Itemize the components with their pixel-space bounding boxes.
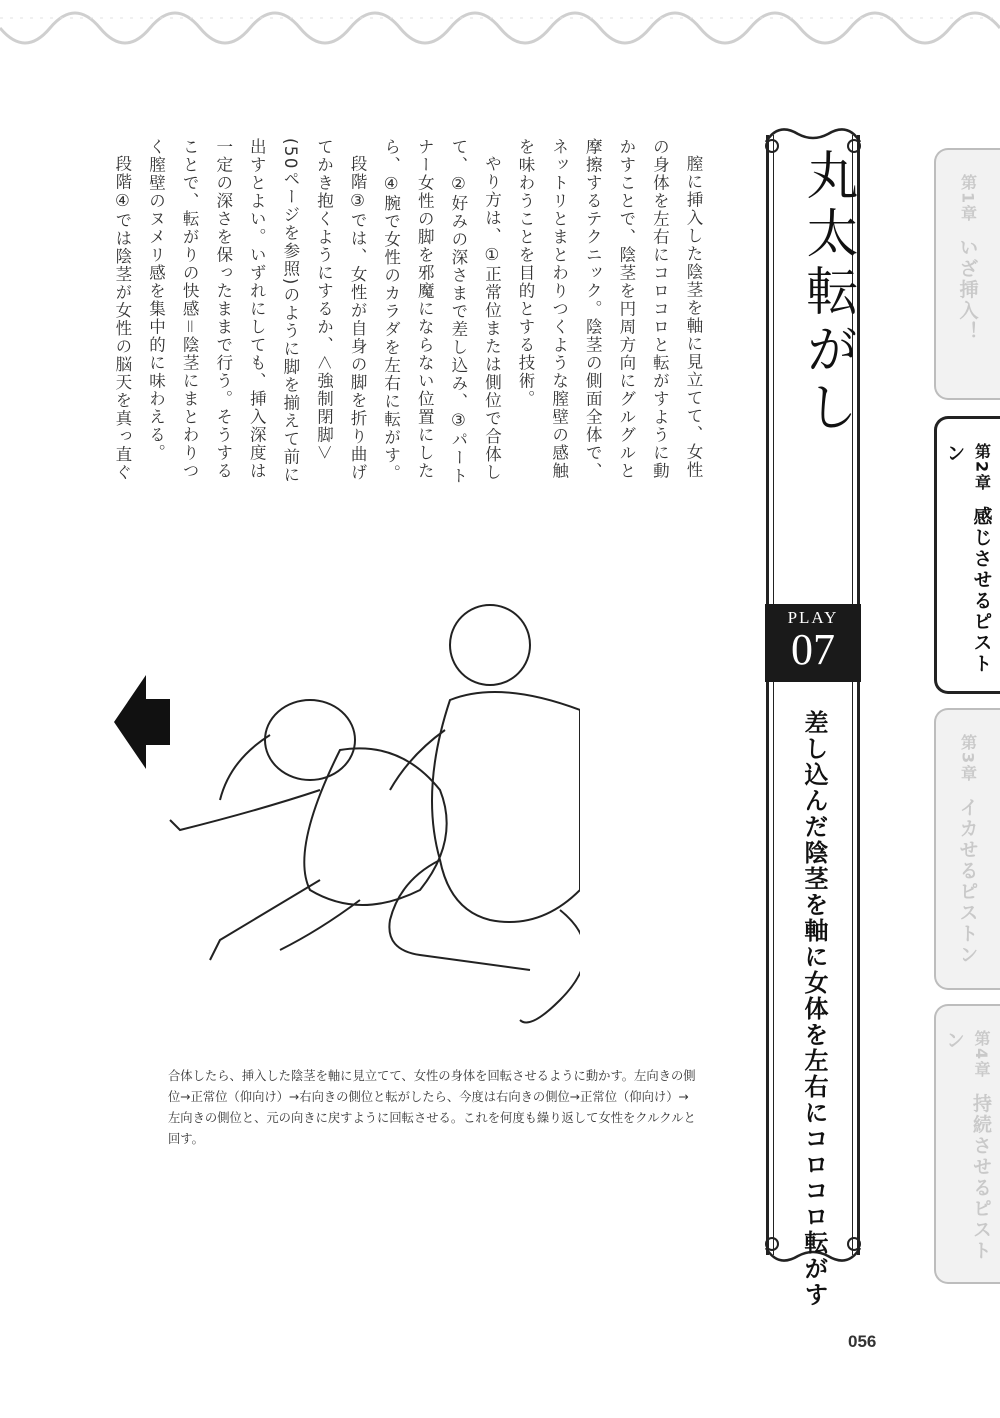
body-paragraph-2: やり方は、①正常位または側位で合体して、②好みの深さまで差し込み、③パートナー女性の脚を邪魔にならない位置にしたら、④腕で女性のカラダを左右に転がす。	[381, 138, 502, 485]
man-head	[450, 605, 530, 685]
play-badge	[765, 604, 861, 682]
play-number: 07	[791, 625, 835, 674]
man-arm	[390, 730, 445, 790]
body-paragraph-1: 膣に挿入した陰茎を軸に見立てて、女性の身体を左右にコロコロと転がすように動かすことで、陰茎を円周方向にグルグルと摩擦するテクニック。陰茎の側面全体で、ネットリとまとわりつくような膣壁の感触を味わうことを目的とする技術。	[516, 138, 703, 480]
tab-chapter-3-number: 第3章	[958, 734, 978, 784]
man-leg-front	[389, 860, 530, 970]
tab-chapter-3[interactable]	[934, 708, 1000, 990]
tab-chapter-2-label: 感じさせるピストン	[943, 443, 993, 675]
tab-chapter-1-label: いざ挿入！	[956, 237, 979, 343]
man-torso	[432, 692, 580, 922]
illustration-figures	[160, 590, 580, 1050]
body-paragraph-4: 段階④では陰茎が女性の脳天を真っ直ぐ	[112, 154, 132, 481]
woman-leg	[210, 880, 320, 960]
body-paragraph-3: 段階③では、女性が自身の脚を折り曲げてかき抱くようにするか、＜強制閉脚＞(50ページを参照)のように脚を揃えて前に出すとよい。いずれにしても、挿入深度は一定の深さを保ったままで行う。そうすることで、転がりの快感＝陰茎にまとわりつく膣壁のヌメリ感を集中的に味わえる。	[146, 138, 368, 484]
woman-leg-2	[280, 900, 360, 950]
page-title: 丸太転がし	[797, 148, 857, 438]
top-ornament-border	[0, 0, 1000, 60]
page-subtitle: 差し込んだ陰茎を軸に女体を左右にコロコロ転がす	[800, 710, 828, 1308]
tab-chapter-4-number: 第4章	[972, 1030, 991, 1080]
page-number: 056	[848, 1332, 877, 1351]
woman-torso	[304, 748, 446, 905]
woman-arms	[170, 790, 320, 830]
tab-chapter-1[interactable]	[934, 148, 1000, 400]
tab-chapter-2[interactable]	[934, 416, 1000, 694]
figure-caption: 合体したら、挿入した陰茎を軸に見立てて、女性の身体を回転させるように動かす。左向きの側位→正常位（仰向け）→右向きの側位と転がしたら、今度は右向きの側位→正常位（仰向け）→左向きの側位と、元の向きに戻すように回転させる。これを何度も繰り返して女性をクルクルと回す。	[168, 1069, 696, 1146]
tab-chapter-1-number: 第1章	[958, 174, 978, 224]
tab-chapter-4-label: 持続させるピストン	[943, 1030, 992, 1262]
woman-hair	[220, 735, 270, 800]
body-text	[105, 138, 710, 488]
tab-chapter-2-number: 第2章	[972, 443, 992, 493]
tab-chapter-3-label: イカせるピストン	[956, 797, 979, 966]
man-leg-back	[520, 910, 580, 1023]
woman-head	[265, 700, 355, 780]
tab-chapter-4[interactable]	[934, 1004, 1000, 1284]
play-label: PLAY	[787, 608, 839, 627]
